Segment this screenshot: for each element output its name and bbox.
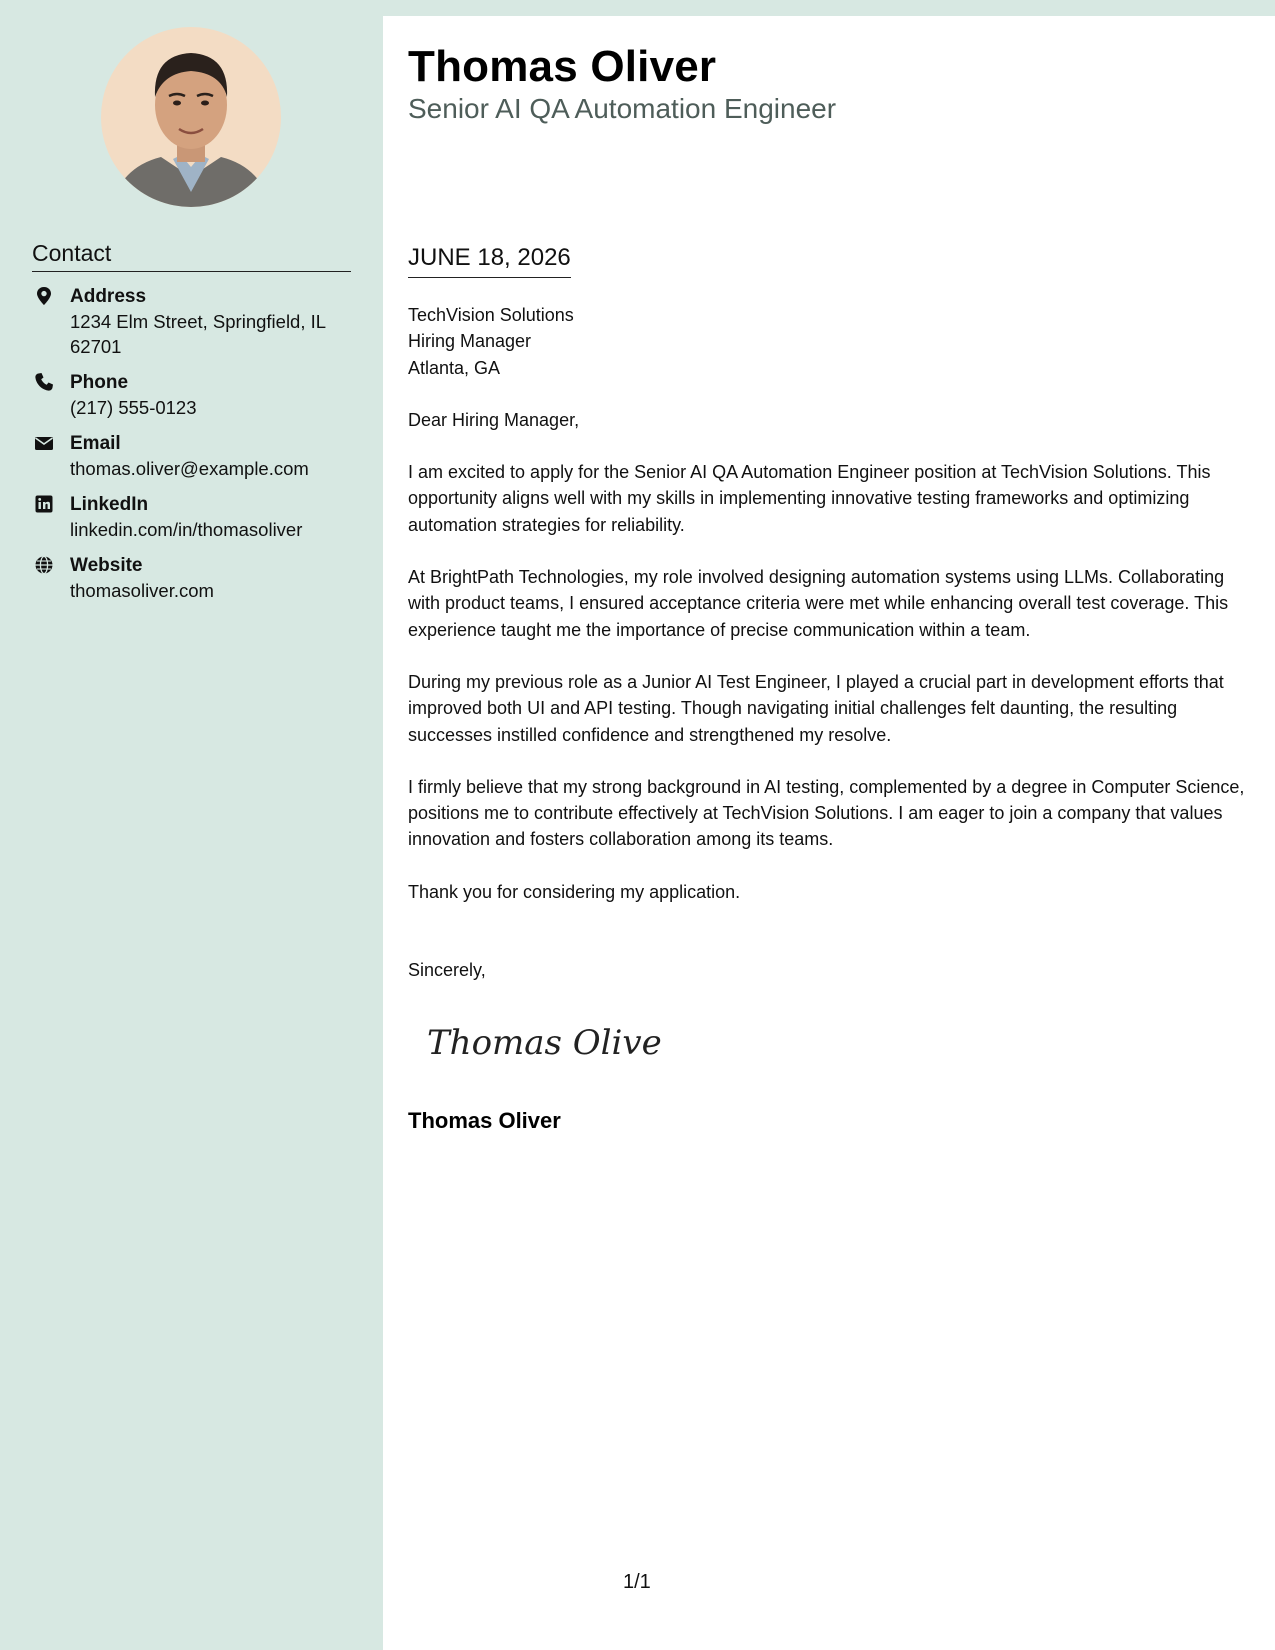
contact-label: Website xyxy=(70,555,143,576)
profile-photo xyxy=(101,27,281,207)
thanks-line: Thank you for considering my application. xyxy=(408,881,741,902)
applicant-title: Senior AI QA Automation Engineer xyxy=(408,93,837,124)
contact-website xyxy=(32,553,362,603)
paragraph-2: At BrightPath Technologies, my role involved designing automation systems using LLMs. Collaborating with product teams, I ensured acceptance criteria were met while enhancing overall test coverage. This experience taught me the importance of precise communication within a team. xyxy=(408,567,1229,640)
contact-address xyxy=(32,284,362,359)
sidebar xyxy=(0,0,383,1650)
linkedin-icon xyxy=(34,494,54,514)
contact-value: 1234 Elm Street, Springfield, IL 62701 xyxy=(70,311,326,357)
page-number: 1/1 xyxy=(623,1571,651,1593)
signed-name: Thomas Oliver xyxy=(408,1108,561,1133)
contact-heading: Contact xyxy=(32,240,351,272)
recipient-role: Hiring Manager xyxy=(408,331,532,352)
recipient-location: Atlanta, GA xyxy=(408,357,501,378)
paragraph-3: During my previous role as a Junior AI Test Engineer, I played a crucial part in development efforts that improved both UI and API testing. Though navigating initial challenges felt daunting, the resulting successes instilled confidence and strengthened my resolve. xyxy=(408,671,1224,745)
phone-icon xyxy=(34,372,54,392)
location-pin-icon xyxy=(34,286,54,306)
contact-value[interactable]: thomas.oliver@example.com xyxy=(70,458,309,479)
letter-body xyxy=(408,302,1254,983)
contact-value[interactable]: thomasoliver.com xyxy=(70,580,214,601)
salutation: Dear Hiring Manager, xyxy=(408,409,580,430)
recipient-block xyxy=(408,302,1254,381)
paragraph-4: I firmly believe that my strong background in AI testing, complemented by a degree in Computer Science, positions me to contribute effectively at TechVision Solutions. I am eager to join a company that values innovation and fosters collaboration among its teams. xyxy=(408,776,1245,850)
contact-value[interactable]: linkedin.com/in/thomasoliver xyxy=(70,519,303,540)
paragraph-1: I am excited to apply for the Senior AI QA Automation Engineer position at TechVision Solutions. This opportunity aligns well with my skills in implementing innovative testing frameworks and optimizing automation strategies for reliability. xyxy=(408,462,1211,535)
handwritten-signature xyxy=(423,1018,663,1066)
contact-linkedin xyxy=(32,492,362,542)
contact-label: Address xyxy=(70,286,147,307)
contact-label: Email xyxy=(70,433,121,454)
letter-page xyxy=(383,16,1275,1650)
globe-icon xyxy=(34,555,54,575)
recipient-company: TechVision Solutions xyxy=(408,305,574,325)
envelope-icon xyxy=(34,433,54,453)
applicant-name: Thomas Oliver xyxy=(408,42,717,91)
closing-line: Sincerely, xyxy=(408,960,486,981)
signature-text: Thomas Oliver xyxy=(427,1023,663,1063)
contact-label: LinkedIn xyxy=(70,494,149,515)
contact-list xyxy=(32,284,362,614)
letter-date: JUNE 18, 2026 xyxy=(408,244,571,278)
contact-label: Phone xyxy=(70,372,129,393)
contact-email xyxy=(32,431,362,481)
contact-value: (217) 555-0123 xyxy=(70,397,197,418)
contact-phone xyxy=(32,370,362,420)
